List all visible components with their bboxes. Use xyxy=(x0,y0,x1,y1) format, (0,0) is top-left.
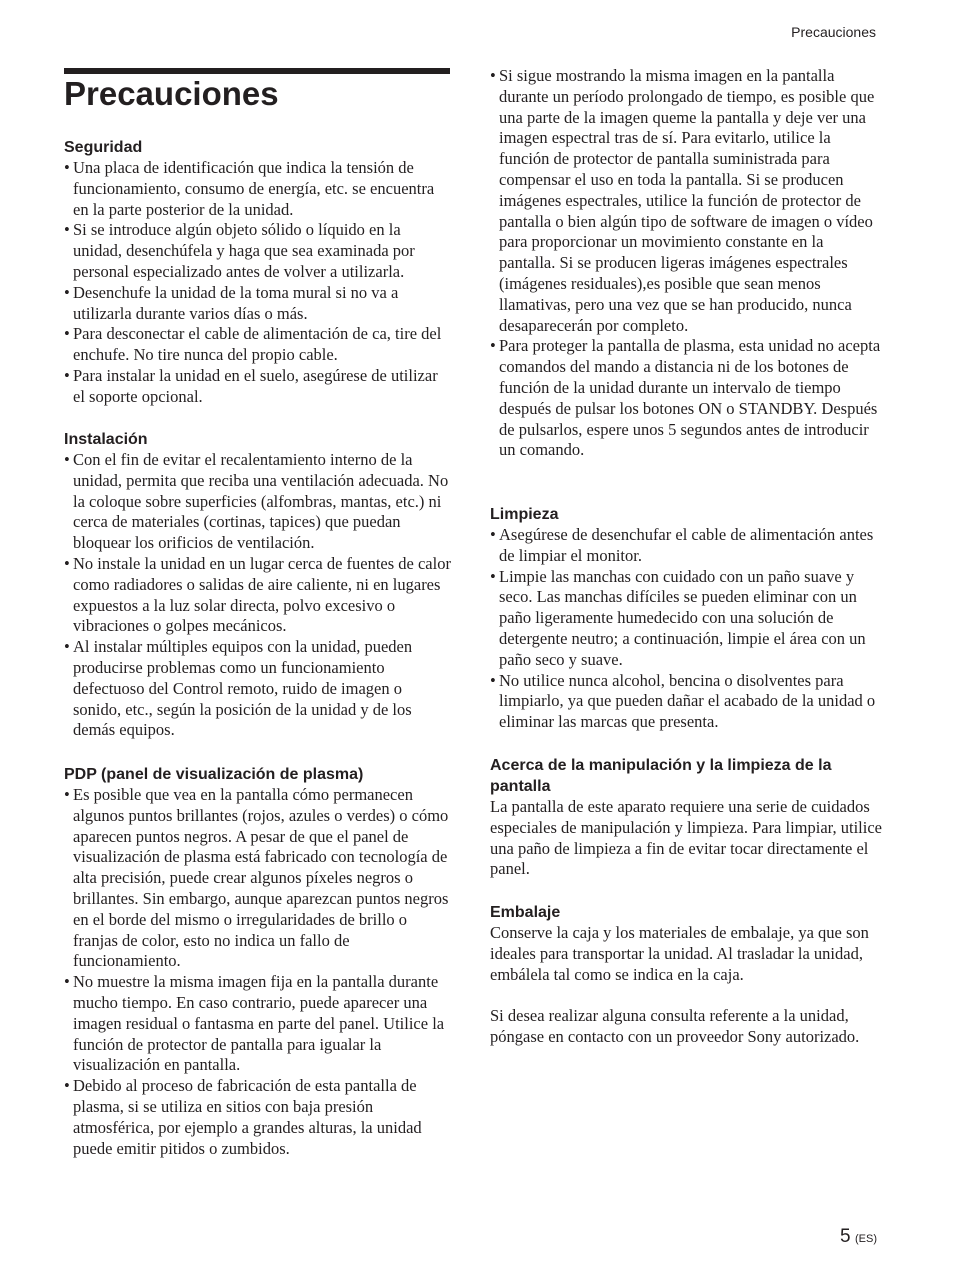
page-title: Precauciones xyxy=(64,75,279,112)
list-item: • No utilice nunca alcohol, bencina o disolventes para limpiarlo, ya que pueden dañar el acabado de la unidad o eliminar las marcas que presenta. xyxy=(490,671,882,733)
list-item: • Asegúrese de desenchufar el cable de alimentación antes de limpiar el monitor. xyxy=(490,525,882,567)
section-pdp-continued xyxy=(490,66,882,461)
list-item: • Es posible que vea en la pantalla cómo permanecen algunos puntos brillantes (rojos, azules o verdes) o cómo aparecen puntos negros. A pesar de que el panel de visualización de plasma está fabricado con tecnología de alta precisión, puede crear algunos píxeles negros o brillantes. Sin embargo, aunque aparezcan puntos negros en el borde del mismo o irregularidades de brillo o franjas de color, esto no indica un fallo de funcionamiento. xyxy=(64,785,452,972)
list-pdp-continued xyxy=(490,66,882,461)
list-pdp xyxy=(64,785,452,1159)
list-item: • Si se introduce algún objeto sólido o líquido en la unidad, desenchúfela y haga que sea examinada por personal especializado antes de volver a utilizarla. xyxy=(64,220,452,282)
running-head: Precauciones xyxy=(791,24,876,40)
list-item: • Desenchufe la unidad de la toma mural si no va a utilizarla durante varios días o más. xyxy=(64,283,452,325)
list-item: • Al instalar múltiples equipos con la unidad, pueden producirse problemas como un funcionamiento defectuoso del Control remoto, ruido de imagen o sonido, etc., según la posición de la unidad y de los demás equipos. xyxy=(64,637,452,741)
section-embalaje xyxy=(490,902,882,1048)
heading-limpieza: Limpieza xyxy=(490,506,559,523)
list-item: • Con el fin de evitar el recalentamiento interno de la unidad, permita que reciba una ventilación adecuada. No la coloque sobre superficies (alfombras, mantas, etc.) ni cerca de materiales (cortinas, tapices) que puedan bloquear los orificios de ventilación. xyxy=(64,450,452,554)
list-item: • Para proteger la pantalla de plasma, esta unidad no acepta comandos del mando a distancia ni de los botones de función de la unidad durante un intervalo de tiempo después de pulsar los botones ON o STANDBY. Después de pulsarlos, espere unos 5 segundos antes de introducir un comando. xyxy=(490,336,882,461)
page-number-lang: (ES) xyxy=(855,1233,877,1245)
list-seguridad xyxy=(64,158,452,408)
section-instalacion xyxy=(64,429,452,741)
list-item: • Para instalar la unidad en el suelo, asegúrese de utilizar el soporte opcional. xyxy=(64,366,452,408)
section-limpieza xyxy=(490,504,882,733)
list-limpieza xyxy=(490,525,882,733)
section-seguridad xyxy=(64,137,452,408)
list-item: • Si sigue mostrando la misma imagen en la pantalla durante un período prolongado de tiempo, es posible que una parte de la imagen queme la pantalla y deje ver una imagen espectral tras de sí. Para evitarlo, utilice la función de protector de pantalla suministrada para compensar el uso en toda la pantalla. Si se producen imágenes espectrales, utilice la función de protector de pantalla o bien algún tipo de software de imagen o vídeo para proporcionar un movimiento constante en la pantalla. Si se producen ligeras imágenes espectrales (imágenes residuales),es posible que sean menos llamativas, pero una vez que se han producido, nunca desaparecerán por completo. xyxy=(490,66,882,336)
list-item: • No muestre la misma imagen fija en la pantalla durante mucho tiempo. En caso contrario, puede aparecer una imagen residual o fantasma en parte del panel. Utilice la función de protector de pantalla para igualar la visualización en pantalla. xyxy=(64,972,452,1076)
list-item: • Debido al proceso de fabricación de esta pantalla de plasma, si se utiliza en sitios con baja presión atmosférica, por ejemplo a grandes alturas, la unidad puede emitir pitidos o zumbidos. xyxy=(64,1076,452,1159)
page-number xyxy=(840,1226,877,1248)
list-item: • Una placa de identificación que indica la tensión de funcionamiento, consumo de energía, etc. se encuentra en la parte posterior de la unidad. xyxy=(64,158,452,220)
heading-manipulacion: Acerca de la manipulación y la limpieza de la pantalla xyxy=(490,757,832,795)
paragraph-embalaje: Conserve la caja y los materiales de embalaje, ya que son ideales para transportar la unidad. Al trasladar la unidad, embálela tal como se indica en la caja. xyxy=(490,923,869,984)
list-item: • No instale la unidad en un lugar cerca de fuentes de calor como radiadores o salidas de aire caliente, ni en lugares expuestos a la luz solar directa, polvo excesivo o vibraciones o golpes mecánicos. xyxy=(64,554,452,637)
paragraph-contacto: Si desea realizar alguna consulta referente a la unidad, póngase en contacto con un proveedor Sony autorizado. xyxy=(490,1006,860,1046)
list-item: • Para desconectar el cable de alimentación de ca, tire del enchufe. No tire nunca del propio cable. xyxy=(64,324,452,366)
heading-embalaje: Embalaje xyxy=(490,904,561,921)
heading-seguridad: Seguridad xyxy=(64,139,143,156)
page-number-value: 5 xyxy=(839,1226,851,1247)
heading-pdp: PDP (panel de visualización de plasma) xyxy=(64,766,364,783)
list-item: • Limpie las manchas con cuidado con un paño suave y seco. Las manchas difíciles se pueden eliminar con un paño ligeramente humedecido con una solución de detergente neutro; a continuación, limpie el área con un paño seco y suave. xyxy=(490,567,882,671)
list-instalacion xyxy=(64,450,452,741)
heading-instalacion: Instalación xyxy=(64,431,148,448)
section-pdp xyxy=(64,764,452,1159)
paragraph-manipulacion: La pantalla de este aparato requiere una serie de cuidados especiales de manipulación y limpieza. Para limpiar, utilice una paño de limpieza a fin de evitar tocar directamente el panel. xyxy=(490,797,882,879)
section-manipulacion xyxy=(490,755,882,880)
